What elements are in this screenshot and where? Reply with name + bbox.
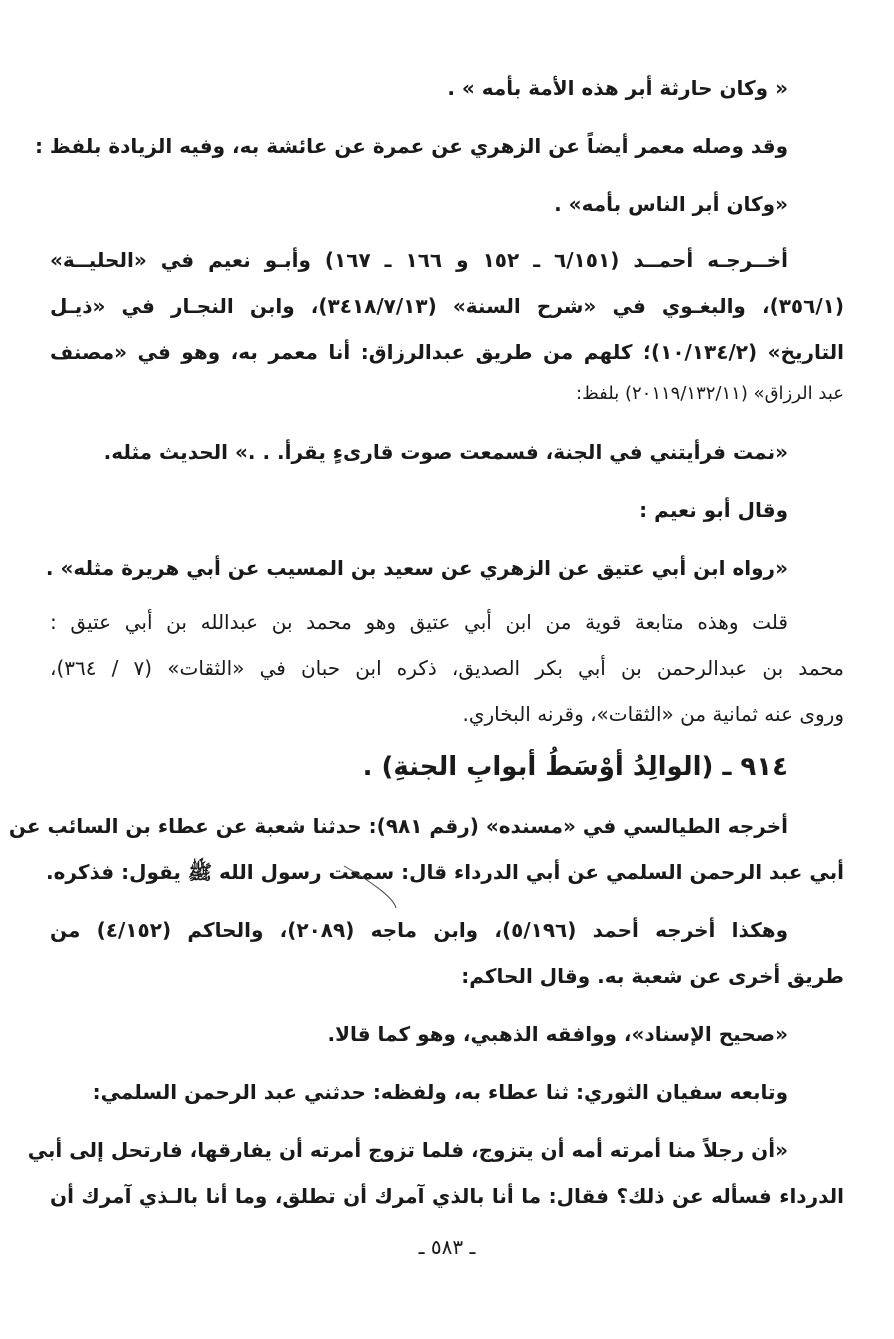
text-line-10: «رواه ابن أبي عتيق عن الزهري عن سعيد بن المسيب عن أبي هريرة مثله» .: [45, 556, 788, 580]
text-line-12: محمد بن عبدالرحمن بن أبي بكر الصديق، ذكره ابن حبان في «الثقات» (٧ / ٣٦٤)،: [50, 656, 844, 680]
text-line-18: طريق أخرى عن شعبة به. وقال الحاكم:: [461, 964, 844, 988]
text-line-8: «نمت فرأيتني في الجنة، فسمعت صوت قارىءٍ يقرأ. . .» الحديث مثله.: [103, 440, 788, 464]
text-line-22: الدرداء فسأله عن ذلك؟ فقال: ما أنا بالذي آمرك أن تطلق، وما أنا بالـذي آمرك أن: [50, 1184, 844, 1208]
text-line-13: وروى عنه ثمانية من «الثقات»، وقرنه البخاري.: [462, 702, 844, 726]
text-line-9: وقال أبو نعيم :: [639, 498, 788, 522]
text-line-19: «صحيح الإسناد»، ووافقه الذهبي، وهو كما قالا.: [327, 1022, 788, 1046]
text-line-20: وتابعه سفيان الثوري: ثنا عطاء به، ولفظه: حدثني عبد الرحمن السلمي:: [92, 1080, 788, 1104]
text-line-17: وهكذا أخرجه أحمد (٥/١٩٦)، وابن ماجه (٢٠٨٩)، والحاكم (٤/١٥٢) من: [50, 918, 789, 942]
text-line-16: أبي عبد الرحمن السلمي عن أبي الدرداء قال: سمعت رسول الله ﷺ يقول: فذكره.: [46, 860, 844, 884]
text-line-3: «وكان أبر الناس بأمه» .: [554, 192, 788, 216]
pen-stroke-mark: [340, 862, 400, 912]
text-line-11: قلت وهذه متابعة قوية من ابن أبي عتيق وهو محمد بن عبدالله بن أبي عتيق :: [50, 610, 788, 634]
hadith-heading: ٩١٤ ـ (الوالِدُ أوْسَطُ أبوابِ الجنةِ) .: [362, 752, 788, 782]
text-line-7: عبد الرزاق» (٢٠١١٩/١٣٢/١١) بلفظ:: [576, 383, 844, 404]
text-line-15: أخرجه الطيالسي في «مسنده» (رقم ٩٨١): حدثنا شعبة عن عطاء بن السائب عن: [8, 814, 788, 838]
text-line-21: «أن رجلاً منا أمرته أمه أن يتزوج، فلما تزوج أمرته أن يفارقها، فارتحل إلى أبي: [27, 1138, 788, 1162]
page-number: ـ ٥٨٣ ـ: [418, 1235, 476, 1259]
text-line-6: التاريخ» (١٠/١٣٤/٢)؛ كلهم من طريق عبدالرزاق: أنا معمر به، وهو في «مصنف: [50, 340, 845, 364]
text-line-5: (٣٥٦/١)، والبغـوي في «شرح السنة» (٣٤١٨/٧/١٣)، وابن النجـار في «ذيـل: [50, 294, 844, 318]
text-line-2: وقد وصله معمر أيضاً عن الزهري عن عمرة عن عائشة به، وفيه الزيادة بلفظ :: [34, 134, 788, 158]
text-line-4: أخــرجـه أحمــد (٦/١٥١ ـ ١٥٢ و ١٦٦ ـ ١٦٧) وأبـو نعيم في «الحليــة»: [50, 248, 788, 272]
text-line-1: « وكان حارثة أبر هذه الأمة بأمه » .: [447, 76, 788, 100]
